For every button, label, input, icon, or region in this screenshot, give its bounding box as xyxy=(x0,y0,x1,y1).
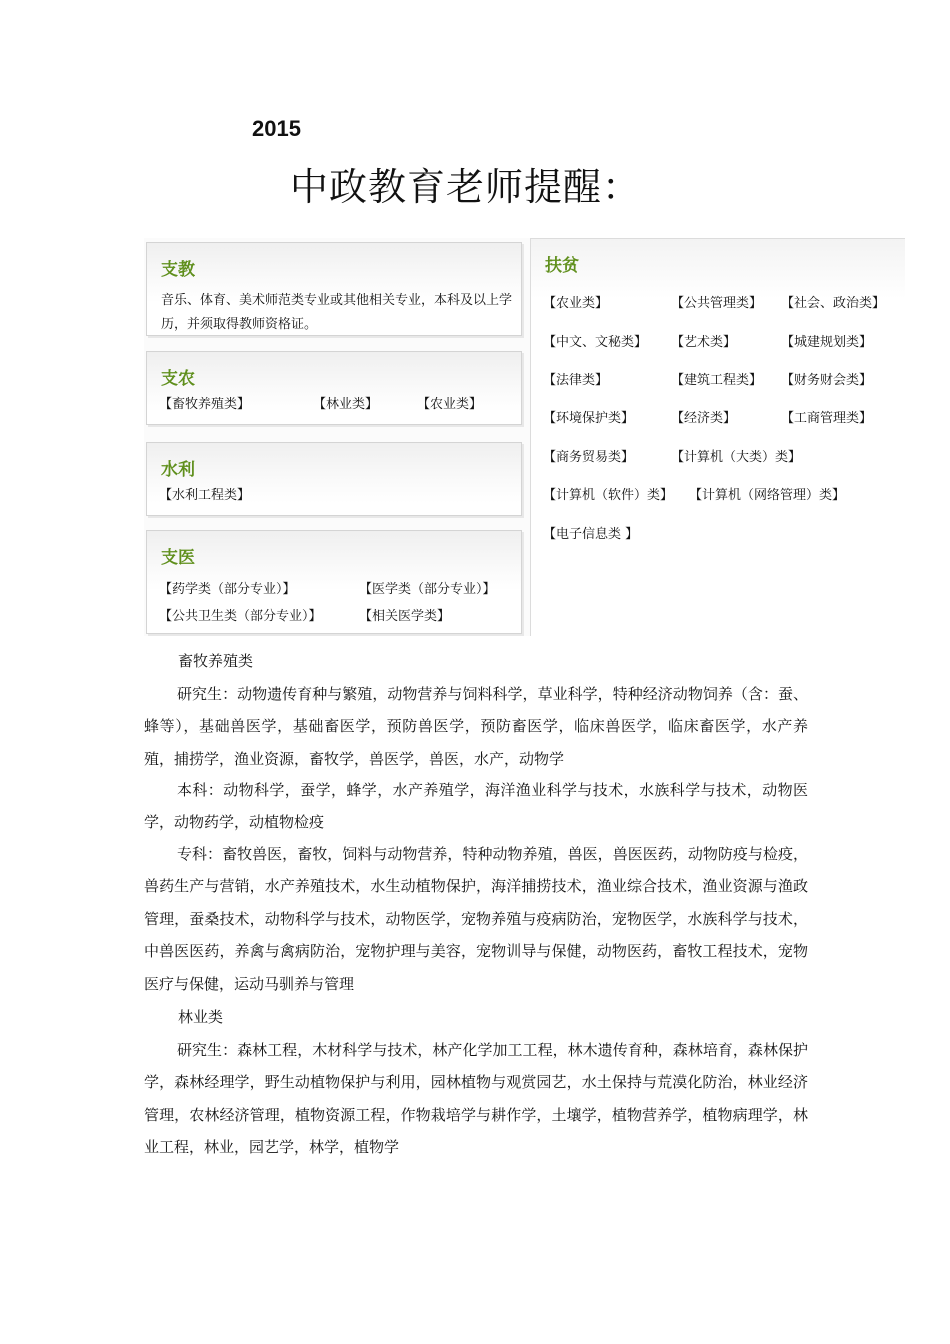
program-categories-panel xyxy=(144,238,905,636)
livestock-college-paragraph: 专科：畜牧兽医，畜牧，饲料与动物营养，特种动物养殖，兽医，兽医医药，动物防疫与检疫，兽药生产与营销，水产养殖技术，水生动植物保护，海洋捕捞技术，渔业综合技术，渔业资源与渔政管理，蚕桑技术，动物科学与技术，动物医学，宠物养殖与疫病防治，宠物医学，水族科学与技术，中兽医医药，养禽与禽病防治，宠物护理与美容，宠物训导与保健，动物医药，畜牧工程技术，宠物医疗与保健，运动马驯养与管理 xyxy=(144,845,808,993)
year-label: 2015 xyxy=(252,116,301,141)
tag-p-law: 【法律类】 xyxy=(543,373,609,388)
livestock-graduate-paragraph: 研究生：动物遗传育种与繁殖，动物营养与饲料科学，草业科学，特种经济动物饲养（含：蚕、蜂等），基础兽医学，基础畜医学，预防兽医学，预防畜医学，临床兽医学，临床畜医学，水产养殖，捕捞学，渔业资源，畜牧学，兽医学，兽医，水产，动物学 xyxy=(144,685,808,768)
tag-p-computer-general: 【计算机（大类）类】 xyxy=(671,450,802,465)
tag-medicine: 【医学类（部分专业）】 xyxy=(359,582,496,597)
water-title: 水利 xyxy=(161,460,195,480)
tag-p-agriculture: 【农业类】 xyxy=(543,296,609,311)
poverty-column xyxy=(530,238,905,636)
tag-p-finance: 【财务财会类】 xyxy=(781,373,873,388)
tag-p-electronics: 【电子信息类 】 xyxy=(543,527,639,542)
support-edu-box xyxy=(146,242,522,336)
tag-p-chinese-secretary: 【中文、文秘类】 xyxy=(543,335,648,350)
poverty-title: 扶贫 xyxy=(545,256,579,276)
tag-p-social-political: 【社会、政治类】 xyxy=(781,296,886,311)
tag-p-construction: 【建筑工程类】 xyxy=(671,373,763,388)
tag-livestock: 【畜牧养殖类】 xyxy=(159,397,251,412)
support-agri-title: 支农 xyxy=(161,369,195,389)
support-edu-text: 音乐、体育、美术师范类专业或其他相关专业，本科及以上学历，并须取得教师资格证。 xyxy=(161,293,513,332)
tag-p-art: 【艺术类】 xyxy=(671,335,737,350)
tag-p-urban-planning: 【城建规划类】 xyxy=(781,335,873,350)
tag-public-health: 【公共卫生类（部分专业）】 xyxy=(159,609,322,624)
tag-p-computer-network: 【计算机（网络管理）类】 xyxy=(689,488,846,503)
page-title: 中政教育老师提醒： xyxy=(290,165,642,209)
support-edu-title: 支教 xyxy=(161,260,195,280)
livestock-undergraduate-paragraph: 本科：动物科学，蚕学，蜂学，水产养殖学，海洋渔业科学与技术，水族科学与技术，动物医学，动物药学，动植物检疫 xyxy=(144,781,808,832)
tag-forestry: 【林业类】 xyxy=(313,397,379,412)
support-agri-box xyxy=(146,351,522,425)
support-med-title: 支医 xyxy=(161,548,195,568)
tag-agriculture: 【农业类】 xyxy=(417,397,483,412)
tag-p-economics: 【经济类】 xyxy=(671,411,737,426)
tag-p-public-admin: 【公共管理类】 xyxy=(671,296,763,311)
tag-p-environment: 【环境保护类】 xyxy=(543,411,635,426)
forestry-graduate-paragraph: 研究生：森林工程，木材科学与技术，林产化学加工工程，林木遗传育种，森林培育，森林保护学，森林经理学，野生动植物保护与利用，园林植物与观赏园艺，水土保持与荒漠化防治，林业经济管理，农林经济管理，植物资源工程，作物栽培学与耕作学，土壤学，植物营养学，植物病理学，林业工程，林业，园艺学，林学，植物学 xyxy=(144,1041,808,1157)
tag-p-business-admin: 【工商管理类】 xyxy=(781,411,873,426)
tag-p-trade: 【商务贸易类】 xyxy=(543,450,635,465)
left-column xyxy=(144,238,524,636)
forestry-heading: 林业类 xyxy=(178,1008,224,1026)
tag-pharmacy: 【药学类（部分专业）】 xyxy=(159,582,296,597)
tag-water-engineering: 【水利工程类】 xyxy=(159,488,251,503)
tag-p-computer-software: 【计算机（软件）类】 xyxy=(543,488,674,503)
water-box xyxy=(146,442,522,516)
support-med-box xyxy=(146,530,522,634)
livestock-heading: 畜牧养殖类 xyxy=(178,652,254,670)
tag-related-medicine: 【相关医学类】 xyxy=(359,609,451,624)
